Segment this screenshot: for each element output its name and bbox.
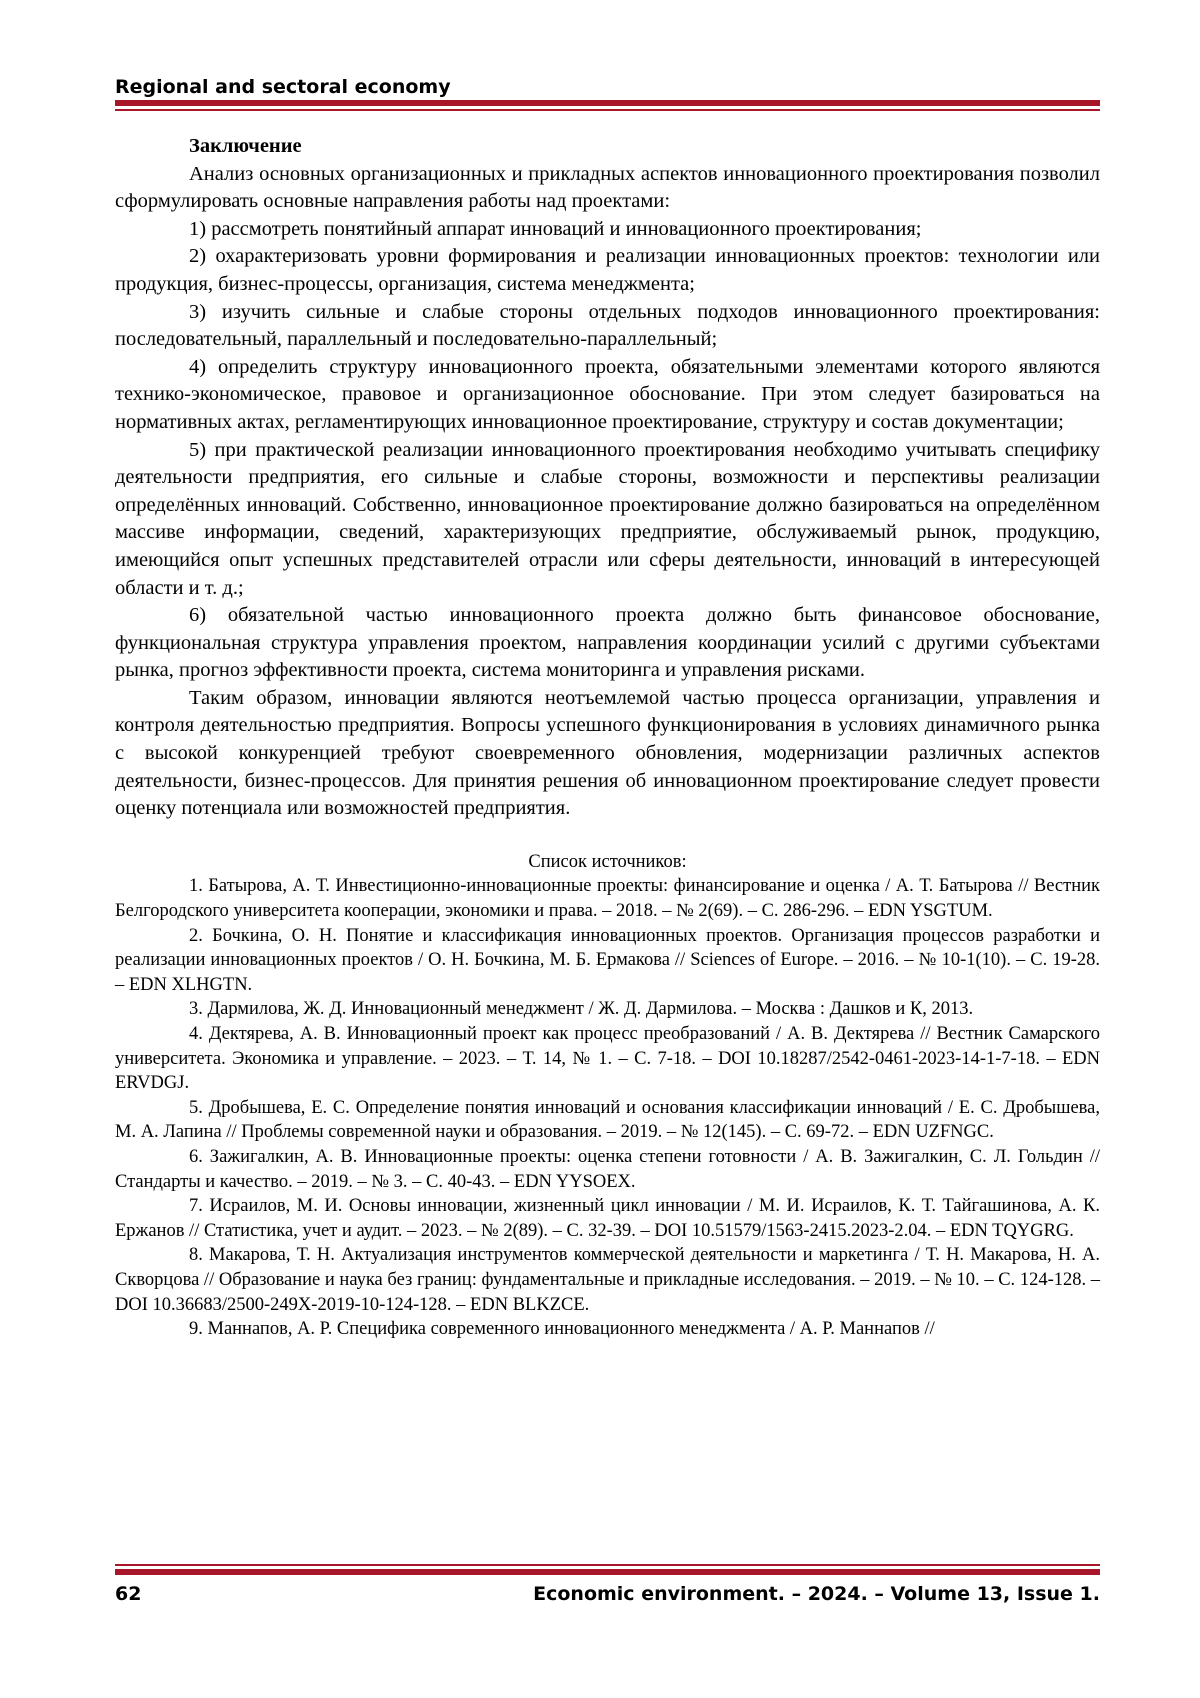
references-title: Список источников: [115,850,1100,875]
conclusion-paragraph: 5) при практической реализации инновационного проектирования необходимо учитывать специфику деятельности предприятия, его сильные и слабые стороны, возможности и перспективы реализации определённых инноваций. Собственно, инновационное проектирование должно базироваться на определённом массиве информации, сведений, характеризующих предприятие, обслуживаемый рынок, продукцию, имеющийся опыт успешных представителей отрасли или сферы деятельности, инноваций в интересующей области и т. д.; [115,437,1100,603]
reference-item: 5. Дробышева, Е. С. Определение понятия инноваций и основания классификации инноваций / Е. С. Дробышева, М. А. Лапина // Проблемы современной науки и образования. – 2019. – № 12(145). – С. 69-72. – EDN UZFNGC. [115,1096,1100,1145]
reference-item: 3. Дармилова, Ж. Д. Инновационный менеджмент / Ж. Д. Дармилова. – Москва : Дашков и К, 2013. [115,997,1100,1022]
article-body [115,133,1100,1342]
footer-rule-thin [115,1564,1100,1566]
header-rule-thick [115,100,1100,106]
reference-item: 2. Бочкина, О. Н. Понятие и классификация инновационных проектов. Организация процессов разработки и реализации инновационных проектов / О. Н. Бочкина, М. Б. Ермакова // Sciences of Europe. – 2016. – № 10-1(10). – С. 19-28. – EDN XLHGTN. [115,924,1100,998]
conclusion-paragraph: 2) охарактеризовать уровни формирования и реализации инновационных проектов: технологии или продукция, бизнес-процессы, организация, система менеджмента; [115,243,1100,298]
journal-citation: Economic environment. – 2024. – Volume 13, Issue 1. [533,1583,1100,1605]
reference-item: 8. Макарова, Т. Н. Актуализация инструментов коммерческой деятельности и маркетинга / Т. Н. Макарова, Н. А. Скворцова // Образование и наука без границ: фундаментальные и прикладные исследования. – 2019. – № 10. – С. 124-128. – DOI 10.36683/2500-249X-2019-10-124-128. – EDN BLKZCE. [115,1243,1100,1317]
conclusion-section [115,133,1100,823]
reference-item: 6. Зажигалкин, А. В. Инновационные проекты: оценка степени готовности / А. В. Зажигалкин, С. Л. Гольдин // Стандарты и качество. – 2019. – № 3. – С. 40-43. – EDN YYSOEX. [115,1145,1100,1194]
running-header-title: Regional and sectoral economy [115,76,451,98]
reference-item: 4. Дектярева, А. В. Инновационный проект как процесс преобразований / А. В. Дектярева // Вестник Самарского университета. Экономика и управление. – 2023. – Т. 14, № 1. – С. 7-18. – DOI 10.18287/2542-0461-2023-14-1-7-18. – EDN ERVDGJ. [115,1022,1100,1096]
document-page [0,0,1200,1698]
conclusion-paragraph: Анализ основных организационных и прикладных аспектов инновационного проектирования позволил сформулировать основные направления работы над проектами: [115,161,1100,216]
conclusion-paragraph: 1) рассмотреть понятийный аппарат инноваций и инновационного проектирования; [115,216,1100,244]
references-section [115,850,1100,1342]
reference-item: 9. Маннапов, А. Р. Специфика современного инновационного менеджмента / А. Р. Маннапов // [115,1317,1100,1342]
reference-item: 7. Исраилов, М. И. Основы инновации, жизненный цикл инновации / М. И. Исраилов, К. Т. Тайгашинова, А. К. Ержанов // Статистика, учет и аудит. – 2023. – № 2(89). – С. 32-39. – DOI 10.51579/1563-2415.2023-2.04. – EDN TQYGRG. [115,1194,1100,1243]
conclusion-heading: Заключение [115,133,1100,161]
conclusion-paragraph: 6) обязательной частью инновационного проекта должно быть финансовое обоснование, функциональная структура управления проектом, направления координации усилий с другими субъектами рынка, прогноз эффективности проекта, система мониторинга и управления рисками. [115,602,1100,685]
reference-item: 1. Батырова, А. Т. Инвестиционно-инновационные проекты: финансирование и оценка / А. Т. Батырова // Вестник Белгородского университета кооперации, экономики и права. – 2018. – № 2(69). – С. 286-296. – EDN YSGTUM. [115,874,1100,923]
page-number: 62 [115,1583,141,1605]
conclusion-paragraph: 3) изучить сильные и слабые стороны отдельных подходов инновационного проектирования: последовательный, параллельный и последовательно-параллельный; [115,299,1100,354]
conclusion-paragraph: 4) определить структуру инновационного проекта, обязательными элементами которого являются технико-экономическое, правовое и организационное обоснование. При этом следует базироваться на нормативных актах, регламентирующих инновационное проектирование, структуру и состав документации; [115,354,1100,437]
footer-rule-thick [115,1569,1100,1575]
header-rule-thin [115,109,1100,111]
conclusion-paragraph: Таким образом, инновации являются неотъемлемой частью процесса организации, управления и контроля деятельностью предприятия. Вопросы успешного функционирования в условиях динамичного рынка с высокой конкуренцией требуют своевременного обновления, модернизации различных аспектов деятельности, бизнес-процессов. Для принятия решения об инновационном проектирование следует провести оценку потенциала или возможностей предприятия. [115,685,1100,823]
